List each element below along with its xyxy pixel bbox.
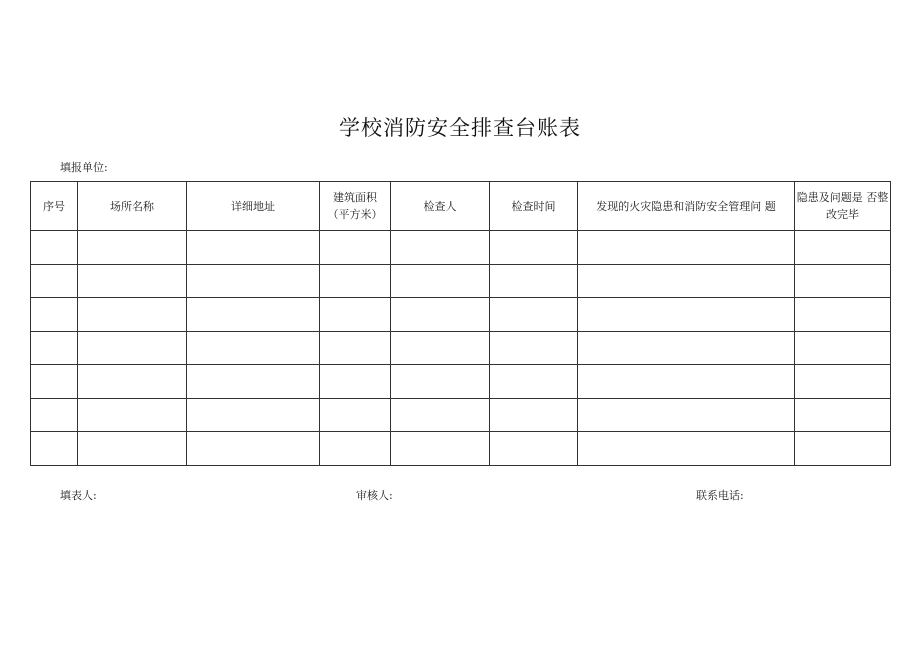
table-cell[interactable]	[320, 331, 391, 365]
table-cell[interactable]	[578, 365, 795, 399]
table-cell[interactable]	[78, 264, 187, 298]
table-cell[interactable]	[490, 298, 578, 332]
header-inspector: 检查人	[391, 182, 490, 231]
table-row	[31, 365, 891, 399]
table-cell[interactable]	[320, 432, 391, 466]
table-cell[interactable]	[31, 231, 78, 265]
table-cell[interactable]	[795, 231, 891, 265]
inspection-ledger-table	[30, 181, 891, 466]
table-cell[interactable]	[490, 398, 578, 432]
table-cell[interactable]	[187, 331, 320, 365]
table-cell[interactable]	[578, 231, 795, 265]
table-cell[interactable]	[31, 432, 78, 466]
table-cell[interactable]	[578, 331, 795, 365]
table-cell[interactable]	[187, 231, 320, 265]
table-cell[interactable]	[795, 398, 891, 432]
table-row	[31, 264, 891, 298]
table-cell[interactable]	[391, 298, 490, 332]
table-cell[interactable]	[187, 432, 320, 466]
table-cell[interactable]	[391, 365, 490, 399]
header-inspection-time: 检查时间	[490, 182, 578, 231]
table-cell[interactable]	[391, 331, 490, 365]
footer-phone-label: 联系电话:	[696, 489, 744, 502]
table-cell[interactable]	[31, 298, 78, 332]
table-cell[interactable]	[78, 365, 187, 399]
header-detailed-address: 详细地址	[187, 182, 320, 231]
table-cell[interactable]	[795, 298, 891, 332]
table-cell[interactable]	[78, 231, 187, 265]
table-cell[interactable]	[795, 331, 891, 365]
fill-unit-label: 填报单位:	[60, 161, 108, 174]
table-cell[interactable]	[391, 264, 490, 298]
table-cell[interactable]	[31, 331, 78, 365]
table-cell[interactable]	[578, 398, 795, 432]
table-cell[interactable]	[320, 231, 391, 265]
table-cell[interactable]	[391, 231, 490, 265]
table-row	[31, 231, 891, 265]
table-row	[31, 432, 891, 466]
table-cell[interactable]	[78, 398, 187, 432]
table-cell[interactable]	[490, 264, 578, 298]
table-cell[interactable]	[31, 365, 78, 399]
table-cell[interactable]	[78, 432, 187, 466]
table-cell[interactable]	[490, 331, 578, 365]
table-cell[interactable]	[795, 365, 891, 399]
document-title: 学校消防安全排查台账表	[339, 116, 581, 140]
footer-reviewer-label: 审核人:	[356, 489, 393, 502]
header-building-area: 建筑面积 （平方米）	[320, 182, 391, 231]
table-cell[interactable]	[795, 264, 891, 298]
table-cell[interactable]	[31, 264, 78, 298]
table-cell[interactable]	[490, 432, 578, 466]
table-row	[31, 331, 891, 365]
table-cell[interactable]	[490, 231, 578, 265]
table-cell[interactable]	[490, 365, 578, 399]
header-issues-found: 发现的火灾隐患和消防安全管理问 题	[578, 182, 795, 231]
table-cell[interactable]	[31, 398, 78, 432]
table-cell[interactable]	[578, 298, 795, 332]
table-cell[interactable]	[320, 264, 391, 298]
table-cell[interactable]	[320, 398, 391, 432]
table-cell[interactable]	[391, 398, 490, 432]
table-cell[interactable]	[187, 298, 320, 332]
table-body	[31, 231, 891, 466]
table-row	[31, 398, 891, 432]
table-cell[interactable]	[578, 264, 795, 298]
table-cell[interactable]	[795, 432, 891, 466]
table-cell[interactable]	[187, 398, 320, 432]
table-cell[interactable]	[78, 298, 187, 332]
header-rectified: 隐患及问题是 否整改完毕	[795, 182, 891, 231]
table-cell[interactable]	[187, 365, 320, 399]
table-cell[interactable]	[320, 298, 391, 332]
table-cell[interactable]	[187, 264, 320, 298]
table-cell[interactable]	[78, 331, 187, 365]
header-serial-number: 序号	[31, 182, 78, 231]
footer-filler-label: 填表人:	[60, 489, 97, 502]
table-cell[interactable]	[320, 365, 391, 399]
header-venue-name: 场所名称	[78, 182, 187, 231]
table-cell[interactable]	[391, 432, 490, 466]
table-header-row	[31, 182, 891, 231]
table-row	[31, 298, 891, 332]
table-cell[interactable]	[578, 432, 795, 466]
